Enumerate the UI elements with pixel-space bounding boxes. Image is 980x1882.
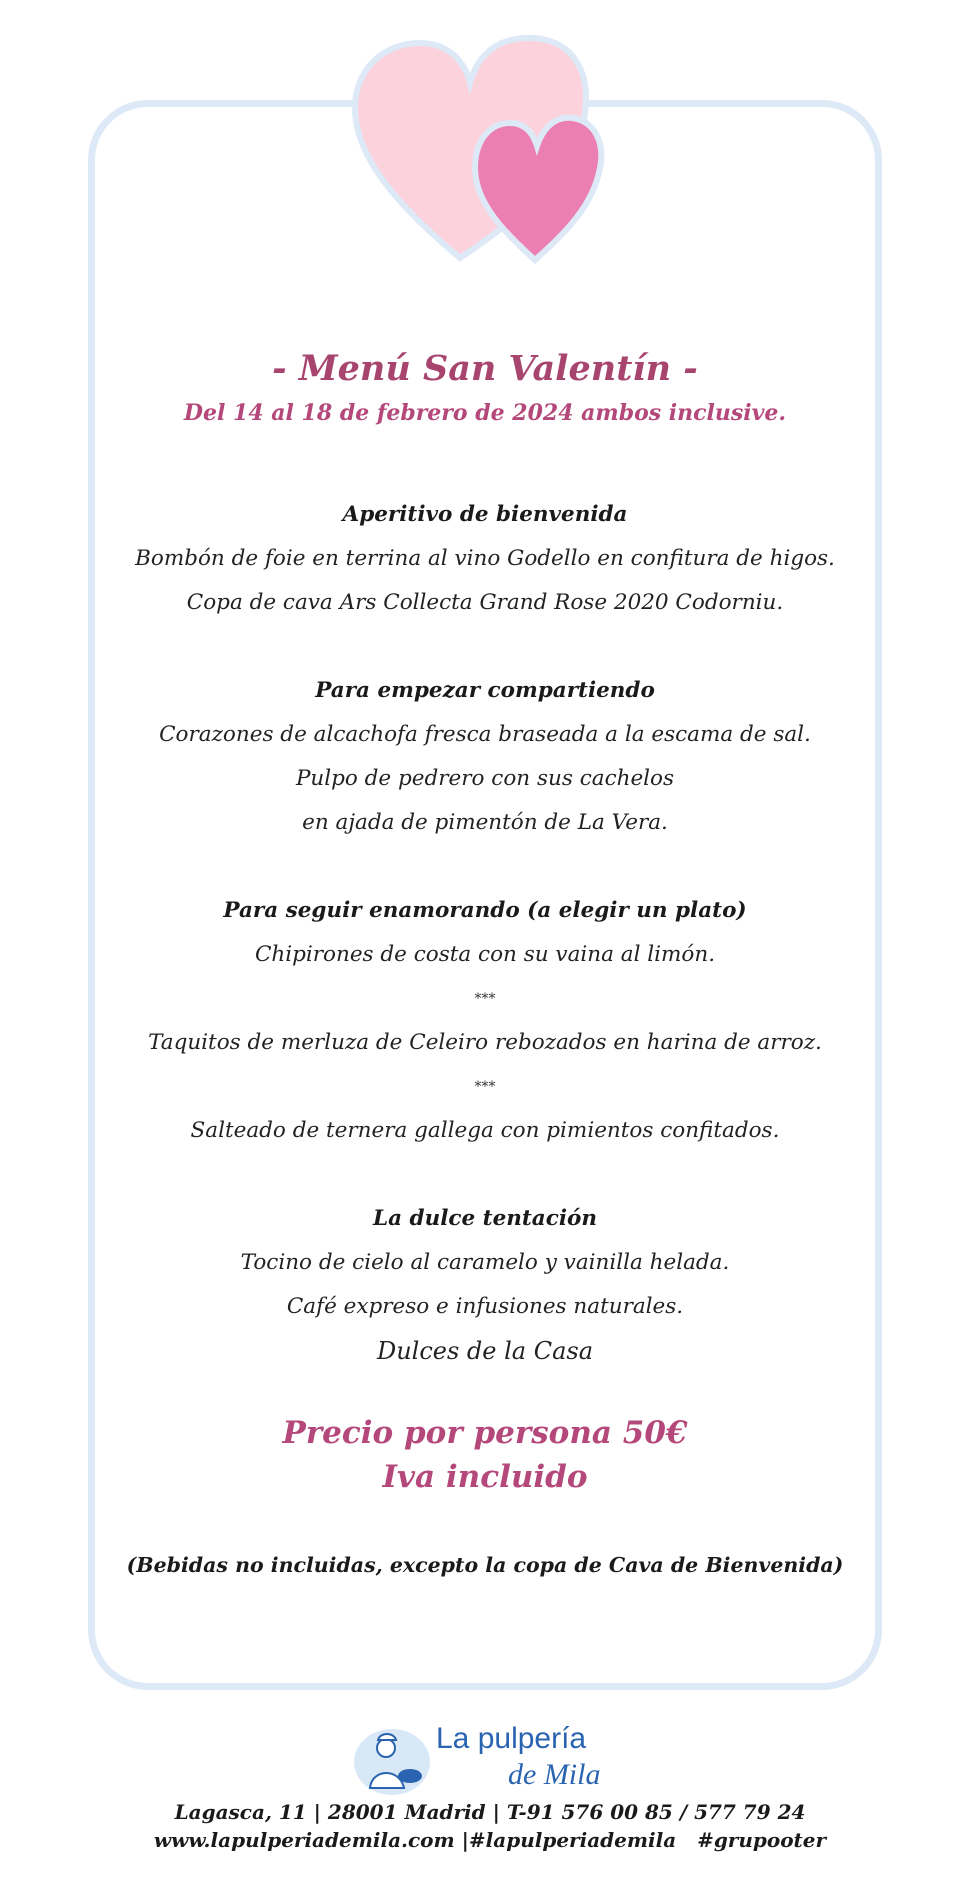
section-heading: Aperitivo de bienvenida [342, 502, 628, 527]
price-line: Precio por persona 50€ [282, 1415, 688, 1451]
heart-small-icon [475, 118, 601, 260]
separator: *** [474, 991, 496, 1007]
menu-title: - Menú San Valentín - [272, 348, 698, 389]
restaurant-logo [352, 1718, 622, 1798]
drinks-note: (Bebidas no incluidas, excepto la copa de Cava de Bienvenida) [126, 1553, 844, 1577]
section-heading: Para seguir enamorando (a elegir un plato) [223, 898, 747, 923]
section-dulce [88, 1197, 882, 1373]
hearts-icon [340, 28, 640, 288]
menu-item: Salteado de ternera gallega con pimientos confitados. [190, 1118, 780, 1143]
footer-web: www.lapulperiademila.com |#lapulperiademila #grupooter [153, 1828, 827, 1852]
section-empezar [88, 669, 882, 845]
section-aperitivo [88, 493, 882, 625]
section-heading: Para empezar compartiendo [315, 678, 655, 703]
menu-item: Bombón de foie en terrina al vino Godello en confitura de higos. [135, 546, 835, 571]
separator: *** [474, 1079, 496, 1095]
menu-content [88, 345, 882, 1587]
menu-item: Pulpo de pedrero con sus cachelos [295, 766, 675, 791]
chef-with-pot-icon [352, 1718, 432, 1798]
menu-item: Dulces de la Casa [376, 1337, 594, 1365]
menu-item: Taquitos de merluza de Celeiro rebozados en harina de arroz. [148, 1030, 822, 1055]
vat-line: Iva incluido [382, 1459, 588, 1495]
menu-item: Chipirones de costa con su vaina al limón. [254, 942, 716, 967]
menu-item: Tocino de cielo al caramelo y vainilla helada. [240, 1250, 730, 1275]
logo-name: La pulpería [436, 1722, 587, 1755]
menu-dates: Del 14 al 18 de febrero de 2024 ambos inclusive. [183, 400, 787, 426]
logo-subname: de Mila [508, 1758, 601, 1791]
footer [0, 1798, 980, 1854]
menu-item: en ajada de pimentón de La Vera. [302, 810, 668, 835]
section-heading: La dulce tentación [373, 1206, 597, 1231]
footer-address: Lagasca, 11 | 28001 Madrid | T-91 576 00 85 / 577 79 24 [174, 1800, 806, 1824]
menu-item: Corazones de alcachofa fresca braseada a la escama de sal. [159, 722, 811, 747]
section-seguir [88, 889, 882, 1153]
menu-item: Café expreso e infusiones naturales. [286, 1294, 684, 1319]
menu-item: Copa de cava Ars Collecta Grand Rose 2020 Codorniu. [186, 590, 784, 615]
